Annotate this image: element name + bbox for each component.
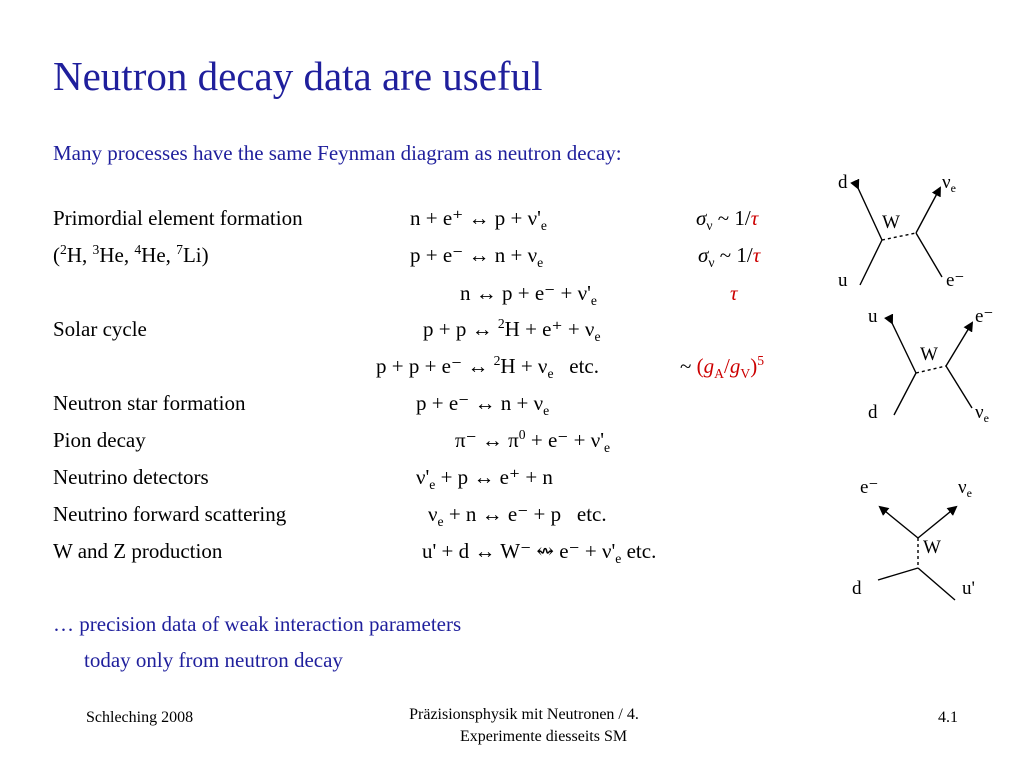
row-note-neutron-decay: τ bbox=[730, 281, 738, 305]
d1-e-line bbox=[916, 233, 942, 277]
d2-e-line bbox=[946, 323, 972, 366]
row-reaction-detectors: $\nu'_e + p$ ↔ e⁺ + n bbox=[416, 465, 553, 493]
d2-nu-line bbox=[946, 366, 972, 408]
feynman-diagram-3 bbox=[852, 477, 975, 600]
d3-d-line bbox=[878, 568, 918, 580]
row-reaction-pep: p + p + e⁻ ↔ $^2H + \nu_e$ etc. bbox=[376, 353, 599, 382]
row-reaction-wz: u' + d ↔ W⁻ ↭ $e^- + \nu'_e$ etc. bbox=[422, 539, 657, 567]
d2-label-nu: $\nu_e$ bbox=[975, 402, 989, 425]
row-reaction-solar: p + p ↔ $^2H + e^+ + \nu_e$ bbox=[423, 316, 601, 345]
d3-label-e: e⁻ bbox=[860, 477, 879, 498]
row-label-forward-scattering: Neutrino forward scattering bbox=[53, 502, 287, 526]
d3-label-d: d bbox=[852, 578, 862, 599]
d2-label-u: u bbox=[868, 306, 878, 327]
footer-center: Präzisionsphysik mit Neutronen / 4. Experimente diesseits SM bbox=[409, 706, 639, 745]
row-label-pion: Pion decay bbox=[53, 428, 146, 452]
d1-u-line bbox=[860, 240, 882, 285]
d3-label-w: W bbox=[923, 537, 941, 558]
d1-label-d: d bbox=[838, 172, 848, 193]
d1-w-propagator bbox=[882, 233, 916, 240]
d3-label-nu: $\nu_e$ bbox=[958, 477, 972, 500]
slide-subtitle: Many processes have the same Feynman diagram as neutron decay: bbox=[53, 141, 622, 165]
d2-label-w: W bbox=[920, 344, 938, 365]
row-label-wz: W and Z production bbox=[53, 539, 223, 563]
row-label-solar: Solar cycle bbox=[53, 317, 147, 341]
d1-nu-line bbox=[916, 188, 940, 233]
d3-u-line bbox=[918, 568, 955, 600]
d3-e-line bbox=[880, 507, 918, 538]
d2-w-propagator bbox=[916, 366, 946, 373]
feynman-diagrams bbox=[810, 160, 1010, 610]
row-label-detectors: Neutrino detectors bbox=[53, 465, 209, 489]
conclusion-line-1: … precision data of weak interaction parameters bbox=[53, 612, 462, 636]
row-label-primordial: Primordial element formation bbox=[53, 206, 303, 230]
d2-label-d: d bbox=[868, 402, 878, 423]
row-reaction-neutron-decay: n ↔ $p + e^- + \nu'_e$ bbox=[460, 281, 597, 309]
d2-d-line bbox=[894, 373, 916, 415]
footer-page-number: 4.1 bbox=[938, 709, 958, 726]
d3-label-u-prime: u' bbox=[962, 578, 975, 599]
row-note-pep: ~ $(g_A/g_V)^5$ bbox=[680, 353, 765, 382]
row-note-isotopes: $\sigma_\nu$ ~ 1/τ bbox=[698, 243, 761, 271]
row-reaction-forward-scattering: $\nu_e + n$ ↔ e⁻ + p etc. bbox=[428, 502, 607, 530]
d2-u-line bbox=[892, 323, 916, 373]
slide-title: Neutron decay data are useful bbox=[53, 53, 543, 99]
feynman-diagram-1 bbox=[838, 172, 964, 291]
row-note-primordial: $\sigma_\nu$ ~ 1/τ bbox=[696, 206, 759, 234]
d1-label-w: W bbox=[882, 212, 900, 233]
d1-label-u: u bbox=[838, 270, 848, 291]
row-reaction-pion: π⁻ ↔ $\pi^0 + e^- + \nu'_e$ bbox=[455, 427, 611, 456]
row-reaction-isotopes: p + e⁻ ↔ $n + \nu_e$ bbox=[410, 243, 544, 271]
row-label-neutron-star: Neutron star formation bbox=[53, 391, 246, 415]
d1-d-line bbox=[858, 188, 882, 240]
d2-label-e: e⁻ bbox=[975, 306, 994, 327]
d1-label-nu: $\nu_e$ bbox=[942, 172, 956, 195]
row-reaction-primordial: n + e⁺ ↔ $p + \nu'_e$ bbox=[410, 206, 547, 234]
feynman-diagram-2 bbox=[868, 306, 993, 425]
d3-nu-line bbox=[918, 507, 956, 538]
conclusion-line-2: today only from neutron decay bbox=[84, 648, 343, 672]
d1-label-e: e⁻ bbox=[946, 270, 965, 291]
row-reaction-neutron-star: p + e⁻ ↔ $n + \nu_e$ bbox=[416, 391, 550, 419]
footer-left: Schleching 2008 bbox=[86, 709, 194, 726]
row-label-isotopes: ($^2$H, $^3$He, $^4$He, $^7$Li) bbox=[53, 242, 209, 267]
